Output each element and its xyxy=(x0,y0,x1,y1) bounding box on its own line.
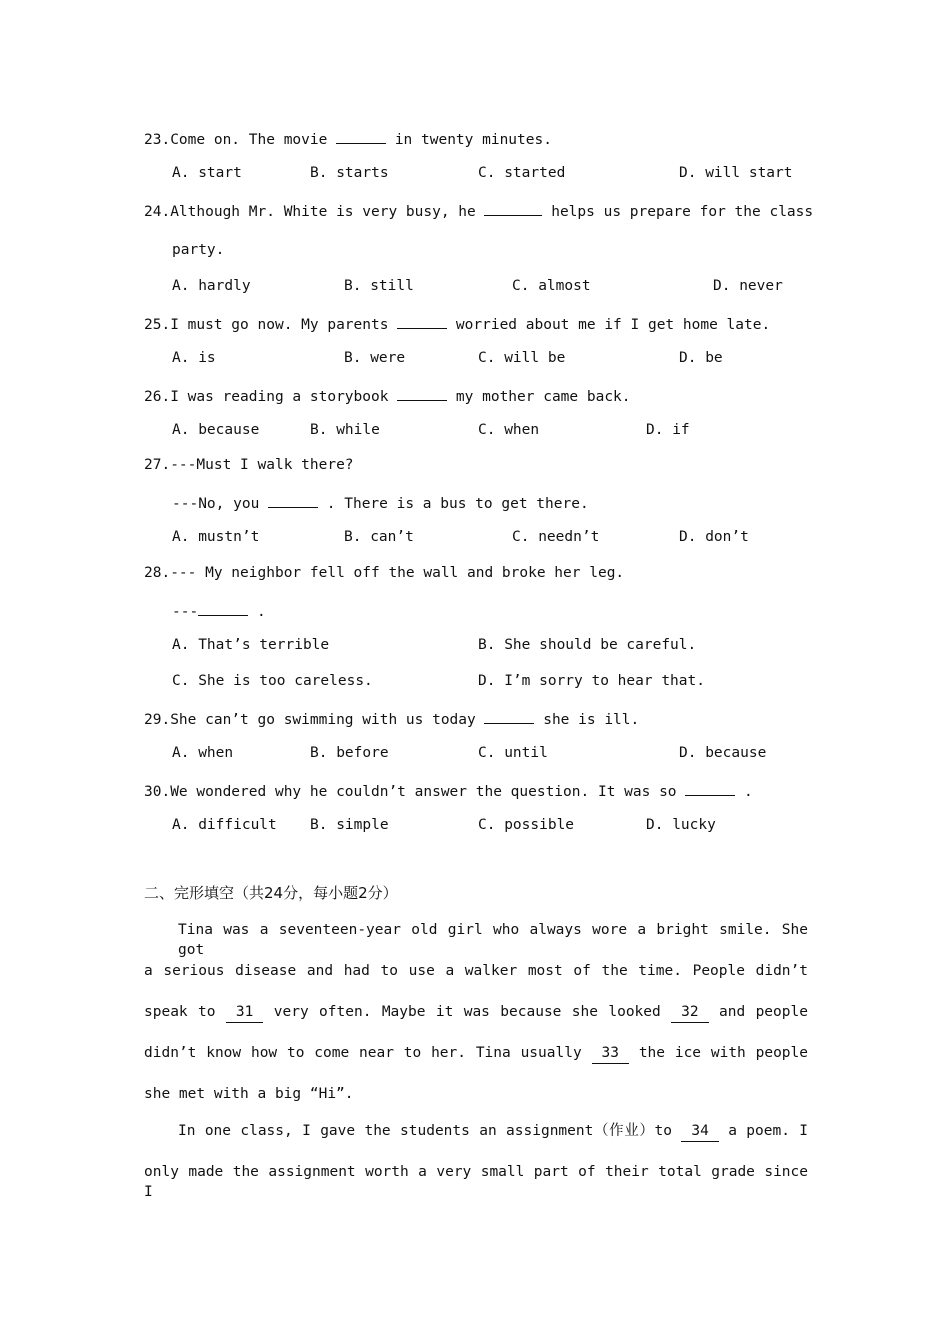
answer-blank xyxy=(685,779,735,796)
text: speak to xyxy=(144,1004,216,1020)
option-c: C. She is too careless. xyxy=(172,673,373,689)
text: very often. Maybe it was because she looked xyxy=(273,1004,661,1020)
option-b: B. starts xyxy=(310,165,389,181)
option-c: C. will be xyxy=(478,350,566,366)
option-c: C. almost xyxy=(512,278,591,294)
question-text-cont: my mother came back. xyxy=(455,389,631,405)
text: the ice with people xyxy=(638,1045,808,1061)
question-24-continued: party. xyxy=(172,242,225,258)
option-d: D. because xyxy=(679,745,767,761)
option-a: A. when xyxy=(172,745,234,761)
option-a: A. difficult xyxy=(172,817,277,833)
paragraph-line xyxy=(144,1121,808,1142)
text: didn’t know how to come near to her. Tina usually xyxy=(144,1045,582,1061)
option-a: A. start xyxy=(172,165,242,181)
question-text: --- My neighbor fell off the wall and broke her leg. xyxy=(170,565,625,581)
option-b: B. simple xyxy=(310,817,389,833)
paragraph-line xyxy=(144,1002,808,1023)
option-a: A. mustn’t xyxy=(172,529,260,545)
option-d: D. be xyxy=(679,350,723,366)
option-d: D. lucky xyxy=(646,817,716,833)
text: a poem. I xyxy=(728,1123,809,1139)
option-c: C. when xyxy=(478,422,540,438)
blank-34: 34 xyxy=(681,1121,718,1142)
option-a: A. because xyxy=(172,422,260,438)
text: In one class, I gave the students an assignment（作业）to xyxy=(178,1123,672,1139)
option-c: C. started xyxy=(478,165,566,181)
question-number: 28. xyxy=(144,565,171,581)
question-number: 24. xyxy=(144,204,171,220)
option-b: B. were xyxy=(344,350,406,366)
paragraph-line: a serious disease and had to use a walker most of the time. People didn’t xyxy=(144,963,808,979)
question-25 xyxy=(144,312,770,335)
question-number: 26. xyxy=(144,389,171,405)
option-b: B. can’t xyxy=(344,529,414,545)
option-d: D. I’m sorry to hear that. xyxy=(478,673,705,689)
question-30 xyxy=(144,779,753,802)
option-b: B. before xyxy=(310,745,389,761)
question-text-cont: . xyxy=(744,784,753,800)
question-number: 30. xyxy=(144,784,171,800)
blank-32: 32 xyxy=(671,1002,708,1023)
option-c: C. possible xyxy=(478,817,575,833)
option-d: D. never xyxy=(713,278,783,294)
question-number: 27. xyxy=(144,457,171,473)
option-d: D. if xyxy=(646,422,690,438)
paragraph-line xyxy=(144,1043,808,1064)
reply-text: ---No, you xyxy=(172,496,260,512)
reply-text-cont: . There is a bus to get there. xyxy=(326,496,589,512)
text: and people xyxy=(719,1004,808,1020)
reply-text-cont: . xyxy=(256,604,266,620)
answer-blank xyxy=(336,127,386,144)
question-text: ---Must I walk there? xyxy=(170,457,354,473)
question-text: Although Mr. White is very busy, he xyxy=(170,204,476,220)
paragraph-line: only made the assignment worth a very small part of their total grade since I xyxy=(144,1164,808,1200)
blank-31: 31 xyxy=(226,1002,263,1023)
blank-33: 33 xyxy=(592,1043,629,1064)
question-27 xyxy=(144,455,354,475)
question-text: Come on. The movie xyxy=(170,132,328,148)
question-text: She can’t go swimming with us today xyxy=(170,712,476,728)
option-a: A. is xyxy=(172,350,216,366)
option-a: A. That’s terrible xyxy=(172,637,330,653)
question-26 xyxy=(144,384,631,407)
question-28 xyxy=(144,563,624,583)
question-28-reply xyxy=(172,599,266,622)
question-number: 25. xyxy=(144,317,171,333)
answer-blank xyxy=(484,199,542,216)
question-text: I was reading a storybook xyxy=(170,389,389,405)
question-27-reply xyxy=(172,491,589,514)
option-c: C. until xyxy=(478,745,548,761)
answer-blank xyxy=(268,491,318,508)
question-text-cont: in twenty minutes. xyxy=(394,132,552,148)
question-text: We wondered why he couldn’t answer the question. It was so xyxy=(170,784,677,800)
question-number: 23. xyxy=(144,132,171,148)
answer-blank xyxy=(484,707,534,724)
reply-text: --- xyxy=(172,604,199,620)
section-title: 二、完形填空（共24分，每小题2分） xyxy=(144,884,398,902)
question-number: 29. xyxy=(144,712,171,728)
option-b: B. while xyxy=(310,422,380,438)
question-23 xyxy=(144,127,552,150)
question-29 xyxy=(144,707,639,730)
option-c: C. needn’t xyxy=(512,529,600,545)
option-b: B. still xyxy=(344,278,414,294)
option-d: D. don’t xyxy=(679,529,749,545)
option-a: A. hardly xyxy=(172,278,251,294)
answer-blank xyxy=(198,599,248,616)
answer-blank xyxy=(397,312,447,329)
question-text-cont: she is ill. xyxy=(543,712,640,728)
question-text-cont: helps us prepare for the class xyxy=(551,204,814,220)
answer-blank xyxy=(397,384,447,401)
question-24 xyxy=(144,199,813,222)
option-d: D. will start xyxy=(679,165,793,181)
paragraph-line: she met with a big “Hi”. xyxy=(144,1086,354,1102)
question-text: I must go now. My parents xyxy=(170,317,389,333)
question-text-cont: worried about me if I get home late. xyxy=(455,317,771,333)
option-b: B. She should be careful. xyxy=(478,637,697,653)
paragraph-line: Tina was a seventeen-year old girl who always wore a bright smile. She got xyxy=(178,922,808,958)
